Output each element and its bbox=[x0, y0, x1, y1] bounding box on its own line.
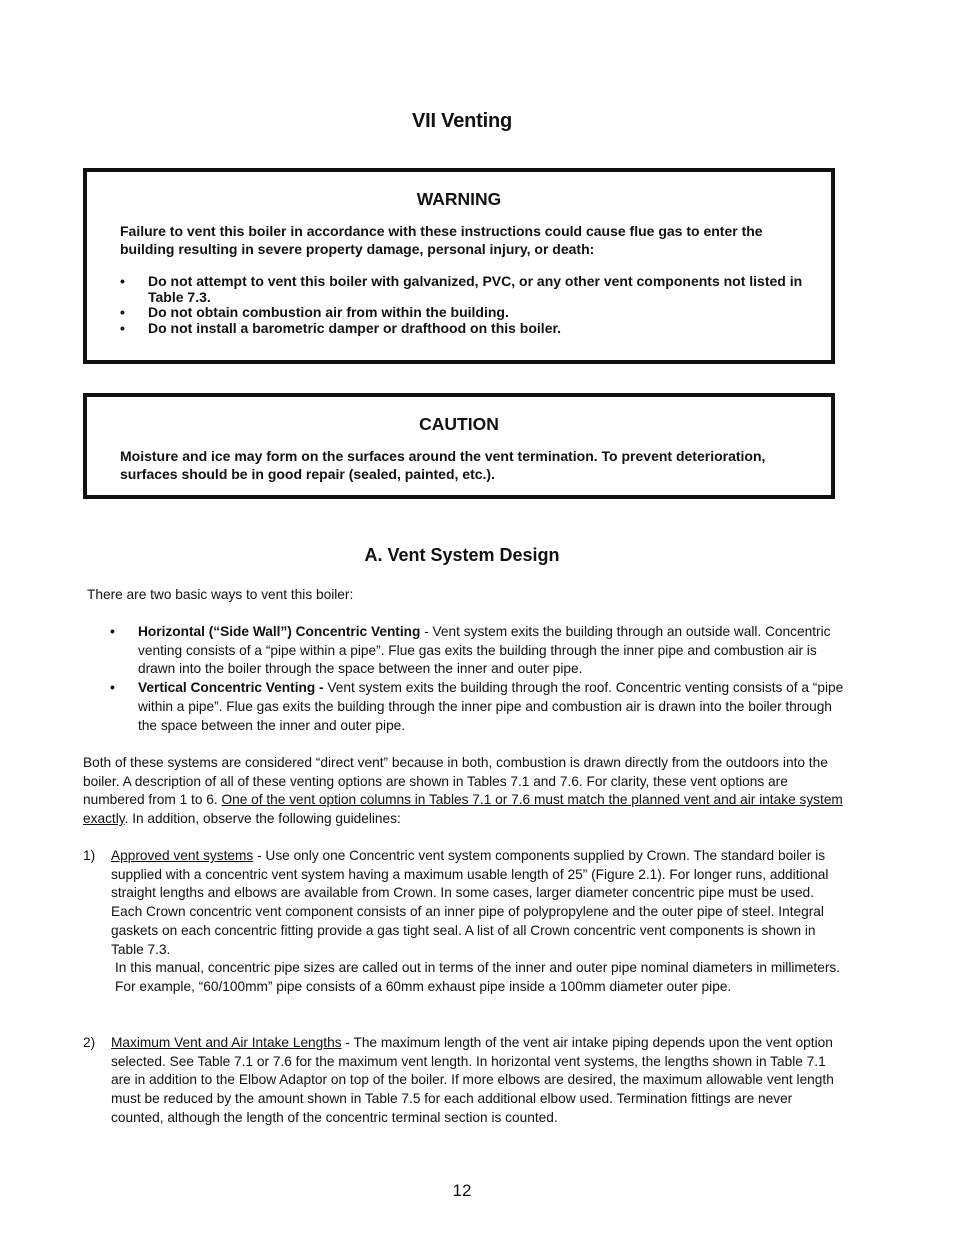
vent-type-text: Vent system exits the building through the roof. Concentric venting consists of a “pipe within a pipe”. Flue gas exits the building through the inner pipe and combustion air is drawn into the boiler through the space between the inner and outer pipe. bbox=[138, 680, 844, 733]
warning-list bbox=[120, 274, 811, 336]
warning-intro: Failure to vent this boiler in accordance with these instructions could cause flue gas to enter the building resulting in severe property damage, personal injury, or death: bbox=[120, 223, 763, 257]
guideline-text: - Use only one Concentric vent system components supplied by Crown. The standard boiler is supplied with a concentric vent system having a maximum usable length of 25” (Figure 2.1). For longer runs, additional straight lengths and elbows are available from Crown. In some cases, larger diameter concentric pipe must be used. Each Crown concentric vent component consists of an inner pipe of polypropylene and the outer pipe of steel. Integral gaskets on each concentric fitting provide a gas tight seal. A list of all Crown concentric vent components is shown in Table 7.3. bbox=[111, 848, 829, 957]
guideline-item bbox=[83, 847, 845, 997]
warning-item: • Do not install a barometric damper or drafthood on this boiler. bbox=[120, 321, 811, 337]
guideline-title: Approved vent systems bbox=[111, 848, 254, 863]
vent-type-label: Vertical Concentric Venting - bbox=[138, 680, 324, 696]
direct-vent-text: Both of these systems are considered “direct vent” because in both, combustion is drawn directly from the outdoors into the boiler. A description of all of these venting options are shown in Tables 7.1 and 7.6. For clarity, these vent options are numbered from 1 to 6. bbox=[83, 755, 828, 808]
direct-vent-paragraph bbox=[83, 754, 845, 829]
direct-vent-emphasis: One of the vent option columns in Tables 7.1 or 7.6 must match the planned vent and air intake system exactly bbox=[83, 792, 843, 827]
page-number: 12 bbox=[452, 1181, 472, 1200]
caution-heading: CAUTION bbox=[419, 414, 499, 434]
warning-box bbox=[83, 168, 835, 364]
guideline-extra: In this manual, concentric pipe sizes are called out in terms of the inner and outer pipe nominal diameters in millimeters. For example, “60/100mm” pipe consists of a 60mm exhaust pipe inside a 100mm diameter outer pipe. bbox=[115, 960, 841, 994]
vent-type-label: Horizontal (“Side Wall”) Concentric Venting bbox=[138, 624, 421, 639]
warning-item: • Do not attempt to vent this boiler with galvanized, PVC, or any other vent components not listed in Table 7.3. bbox=[120, 274, 811, 305]
guideline-item bbox=[83, 1034, 845, 1128]
warning-item: • Do not obtain combustion air from within the building. bbox=[120, 305, 811, 321]
vent-type-text: - Vent system exits the building through an outside wall. Concentric venting consists of a “pipe within a pipe”. Flue gas exits the building through the inner pipe and combustion air is drawn into the boiler through the space between the inner and outer pipe. bbox=[138, 624, 831, 677]
guideline-text: - The maximum length of the vent air intake piping depends upon the vent option selected. See Table 7.1 or 7.6 for the maximum vent length. In horizontal vent systems, the lengths shown in Table 7.1 are in addition to the Elbow Adaptor on top of the boiler. If more elbows are desired, the maximum allowable vent length must be reduced by the amount shown in Table 7.5 for each additional elbow used. Termination fittings are never counted, although the length of the concentric terminal section is counted. bbox=[111, 1035, 834, 1125]
vent-type-list bbox=[110, 623, 845, 735]
section-title: VII Venting bbox=[411, 110, 513, 132]
guideline-number: 1) bbox=[83, 848, 96, 863]
direct-vent-text-after: . In addition, observe the following guidelines: bbox=[124, 811, 401, 827]
guideline-title: Maximum Vent and Air Intake Lengths bbox=[111, 1035, 342, 1050]
warning-heading: WARNING bbox=[416, 189, 502, 209]
vent-type-item bbox=[110, 679, 845, 735]
caution-box bbox=[83, 393, 835, 499]
guideline-number: 2) bbox=[83, 1035, 96, 1050]
vent-type-item bbox=[110, 623, 845, 679]
intro-text: There are two basic ways to vent this boiler: bbox=[87, 587, 354, 602]
subsection-title: A. Vent System Design bbox=[364, 545, 560, 565]
caution-text: Moisture and ice may form on the surfaces around the vent termination. To prevent deterioration, surfaces should be in good repair (sealed, painted, etc.). bbox=[120, 448, 766, 482]
